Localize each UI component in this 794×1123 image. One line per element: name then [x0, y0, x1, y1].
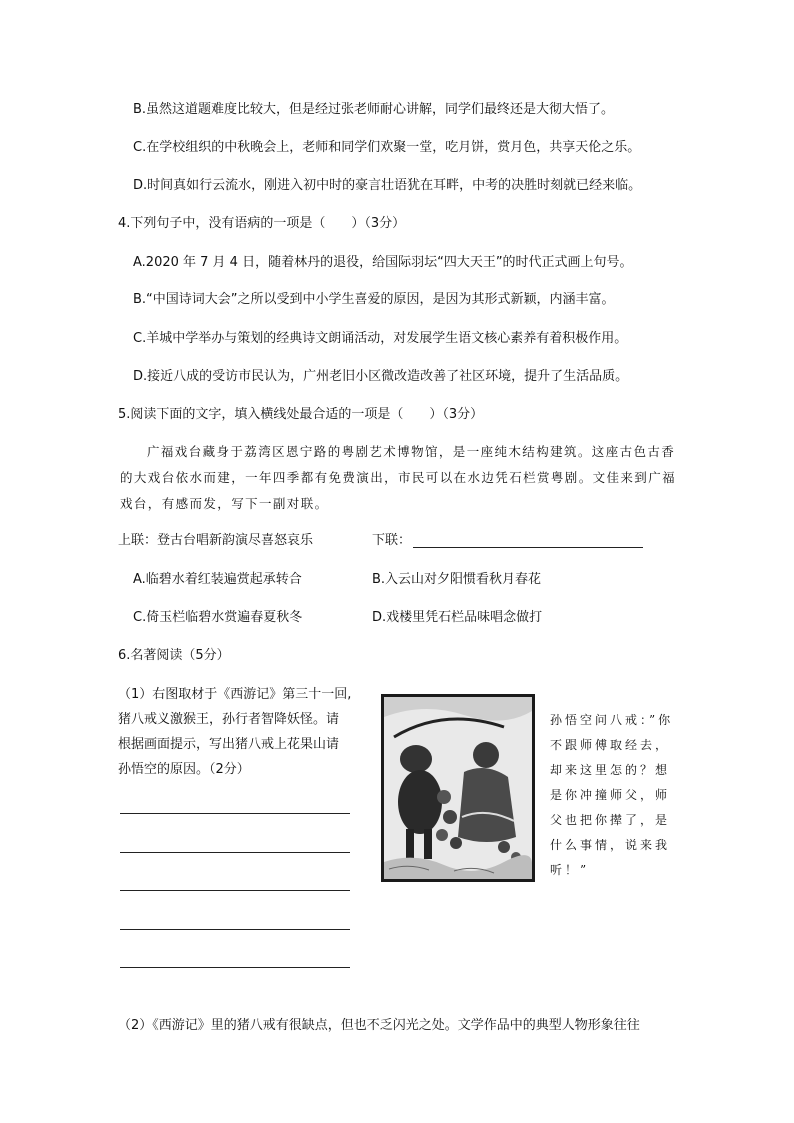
- q6-stem: 6.名著阅读（5分）: [118, 648, 230, 663]
- q5-passage-line-3: 戏台，有感而发，写下一副对联。: [120, 496, 329, 511]
- answer-line-5[interactable]: [120, 967, 350, 968]
- q6-part1-line-3: 根据画面提示，写出猪八戒上花果山请: [118, 737, 340, 752]
- q6-part1-line-2: 猪八戒义激猴王，孙行者智降妖怪。请: [118, 712, 340, 727]
- answer-line-4[interactable]: [120, 929, 350, 930]
- q4-option-b: B.“中国诗词大会”之所以受到中小学生喜爱的原因，是因为其形式新颖，内涵丰富。: [133, 292, 615, 307]
- q5-passage-line-2: 的大戏台依水而建，一年四季都有免费演出，市民可以在水边凭石栏赏粤剧。文佳来到广福: [120, 470, 677, 485]
- q3-option-b: B.虽然这道题难度比较大，但是经过张老师耐心讲解，同学们最终还是大彻大悟了。: [133, 102, 615, 117]
- couplet-upper: 上联：登古台唱新韵演尽喜怒哀乐: [118, 533, 314, 548]
- q4-stem: 4.下列句子中，没有语病的一项是（ ）（3分）: [118, 216, 406, 231]
- q5-option-a: A.临碧水着红装遍赏起承转合: [133, 572, 302, 587]
- couplet-lower-blank[interactable]: [413, 547, 643, 548]
- illustration-drawing: [384, 697, 532, 879]
- q3-option-d: D.时间真如行云流水，刚进入初中时的豪言壮语犹在耳畔，中考的决胜时刻就已经来临。: [133, 178, 642, 193]
- answer-line-3[interactable]: [120, 890, 350, 891]
- q5-stem: 5.阅读下面的文字，填入横线处最合适的一项是（ ）（3分）: [118, 407, 484, 422]
- q6-part2: （2）《西游记》里的猪八戒有很缺点，但也不乏闪光之处。文学作品中的典型人物形象往往: [118, 1018, 640, 1033]
- q3-option-c: C.在学校组织的中秋晚会上，老师和同学们欢聚一堂，吃月饼，赏月色，共享天伦之乐。: [133, 140, 641, 155]
- q4-option-c: C.羊城中学举办与策划的经典诗文朗诵活动，对发展学生语文核心素养有着积极作用。: [133, 331, 628, 346]
- q5-passage-line-1: 广福戏台藏身于荔湾区恩宁路的粤剧艺术博物馆，是一座纯木结构建筑。这座古色古香: [147, 444, 676, 459]
- couplet-lower-label: 下联：: [372, 533, 412, 548]
- q4-option-d: D.接近八成的受访市民认为，广州老旧小区微改造改善了社区环境，提升了生活品质。: [133, 369, 629, 384]
- q4-option-a: A.2020 年 7 月 4 日，随着林丹的退役，给国际羽坛“四大天王”的时代正式画上句号。: [133, 255, 633, 270]
- q5-option-d: D.戏楼里凭石栏品味唱念做打: [372, 610, 543, 625]
- q6-part1-line-4: 孙悟空的原因。（2分）: [118, 762, 250, 777]
- illustration-caption: 孙悟空问八戒：”你不跟师傅取经去，却来这里怎的？想是你冲撞师父，师父也把你撵了，是什么事情，说来我听！”: [550, 713, 674, 877]
- q5-option-c: C.倚玉栏临碧水赏遍春夏秋冬: [133, 610, 303, 625]
- q6-part1-line-1: （1）右图取材于《西游记》第三十一回,: [118, 687, 352, 702]
- q5-option-b: B.入云山对夕阳惯看秋月春花: [372, 572, 542, 587]
- answer-line-1[interactable]: [120, 813, 350, 814]
- answer-line-2[interactable]: [120, 852, 350, 853]
- journey-to-the-west-illustration: [381, 694, 535, 882]
